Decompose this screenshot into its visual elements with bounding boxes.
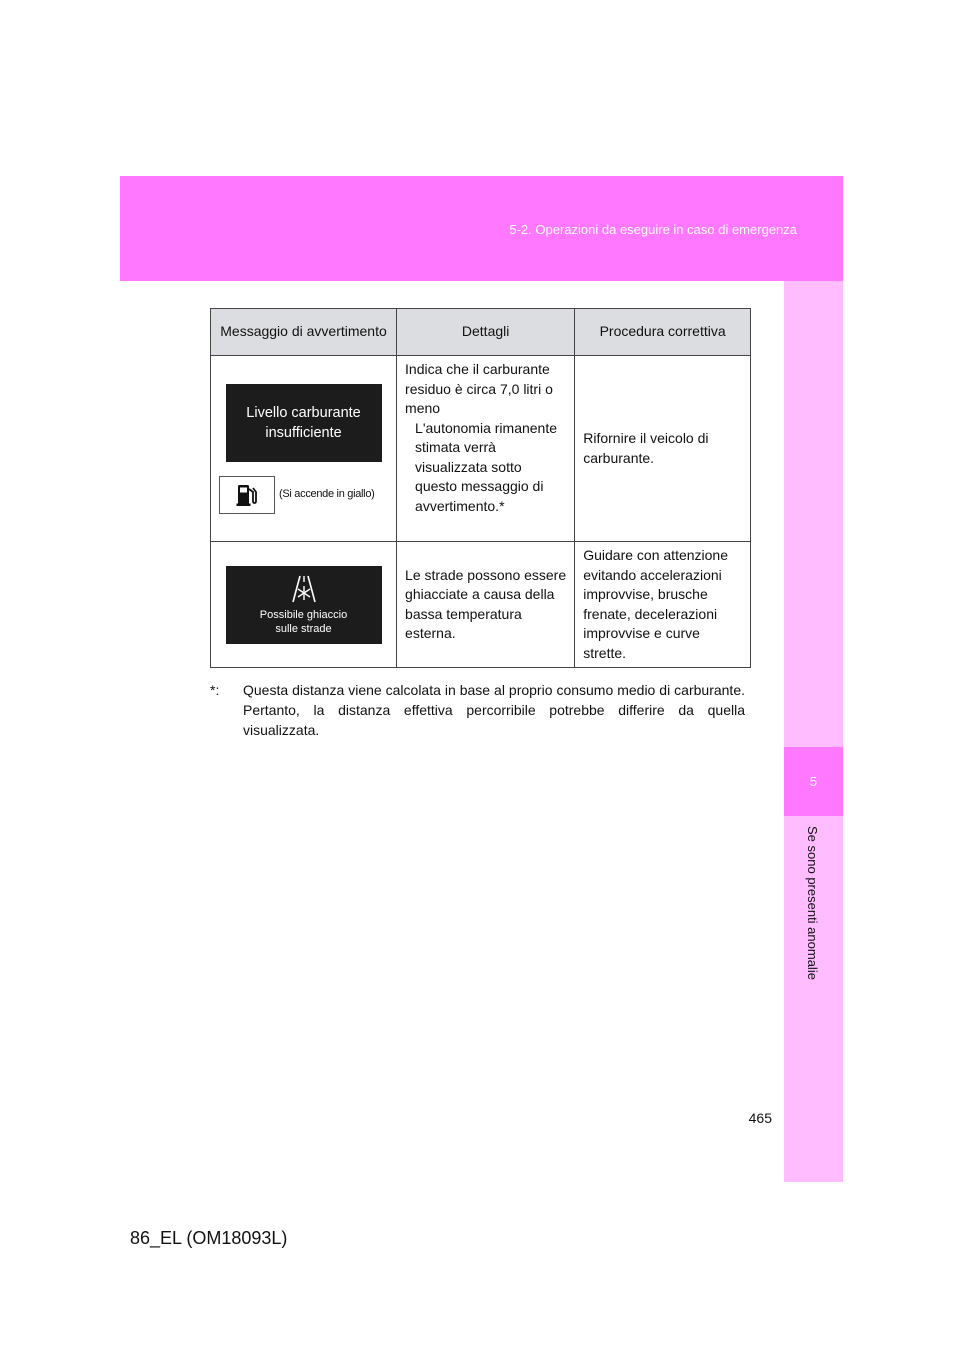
header-details: Dettagli [397, 309, 575, 356]
details-sub-text: L'autonomia rimanente stimata verrà visualizzata sotto questo messaggio di avvertimento.* [415, 419, 558, 514]
footnote-mark: *: [210, 682, 220, 698]
procedure-cell [575, 356, 751, 542]
procedure-text: Rifornire il veicolo di carburante. [583, 430, 709, 466]
chapter-side-strip [784, 281, 843, 1182]
section-title: 5-2. Operazioni da eseguire in caso di emergenza [509, 222, 797, 237]
details-main-text: Le strade possono essere ghiacciate a causa della bassa temperatura esterna. [405, 566, 567, 641]
details-cell [397, 356, 575, 542]
low-fuel-display [226, 384, 382, 462]
footnote-text: Questa distanza viene calcolata in base al proprio consumo medio di carburante. Pertanto, la distanza effettiva percorribile potrebbe differire da quella visualizzata. [243, 682, 745, 738]
warning-display-cell [211, 542, 397, 668]
table-row [211, 542, 751, 668]
procedure-cell [575, 542, 751, 668]
chapter-title: Se sono presenti anomalie [804, 826, 820, 980]
icy-road-icon [289, 574, 319, 604]
header-warning-message: Messaggio di avvertimento [211, 309, 397, 356]
warning-display-cell [211, 356, 397, 542]
fuel-indicator-box [219, 476, 275, 514]
header-corrective-procedure: Procedura correttiva [575, 309, 751, 356]
display-text-line2: insufficiente [265, 424, 342, 441]
indicator-row [219, 476, 396, 514]
warning-message-table [210, 308, 751, 668]
chapter-number-tab: 5 [784, 747, 843, 816]
display-text-line1: Livello carburante [246, 404, 361, 421]
footnote [210, 680, 745, 740]
icy-road-display [226, 566, 382, 644]
chapter-title-tab [784, 826, 843, 1026]
details-main-text: Indica che il carburante residuo è circa 7,0 litri o meno [405, 361, 553, 416]
display-text-line1: Possibile ghiaccio [259, 608, 348, 621]
table-row [211, 356, 751, 542]
procedure-text: Guidare con attenzione evitando accelerazioni improvvise, brusche frenate, decelerazioni improvvise e curve strette. [583, 547, 728, 661]
header-band [120, 176, 843, 281]
display-text-line2: sulle strade [275, 622, 332, 635]
fuel-pump-icon [236, 483, 258, 507]
page-number: 465 [748, 1110, 772, 1126]
table-header-row [211, 309, 751, 356]
indicator-note: (Si accende in giallo) [279, 487, 375, 500]
footer-code: 86_EL (OM18093L) [130, 1228, 288, 1248]
details-cell [397, 542, 575, 668]
